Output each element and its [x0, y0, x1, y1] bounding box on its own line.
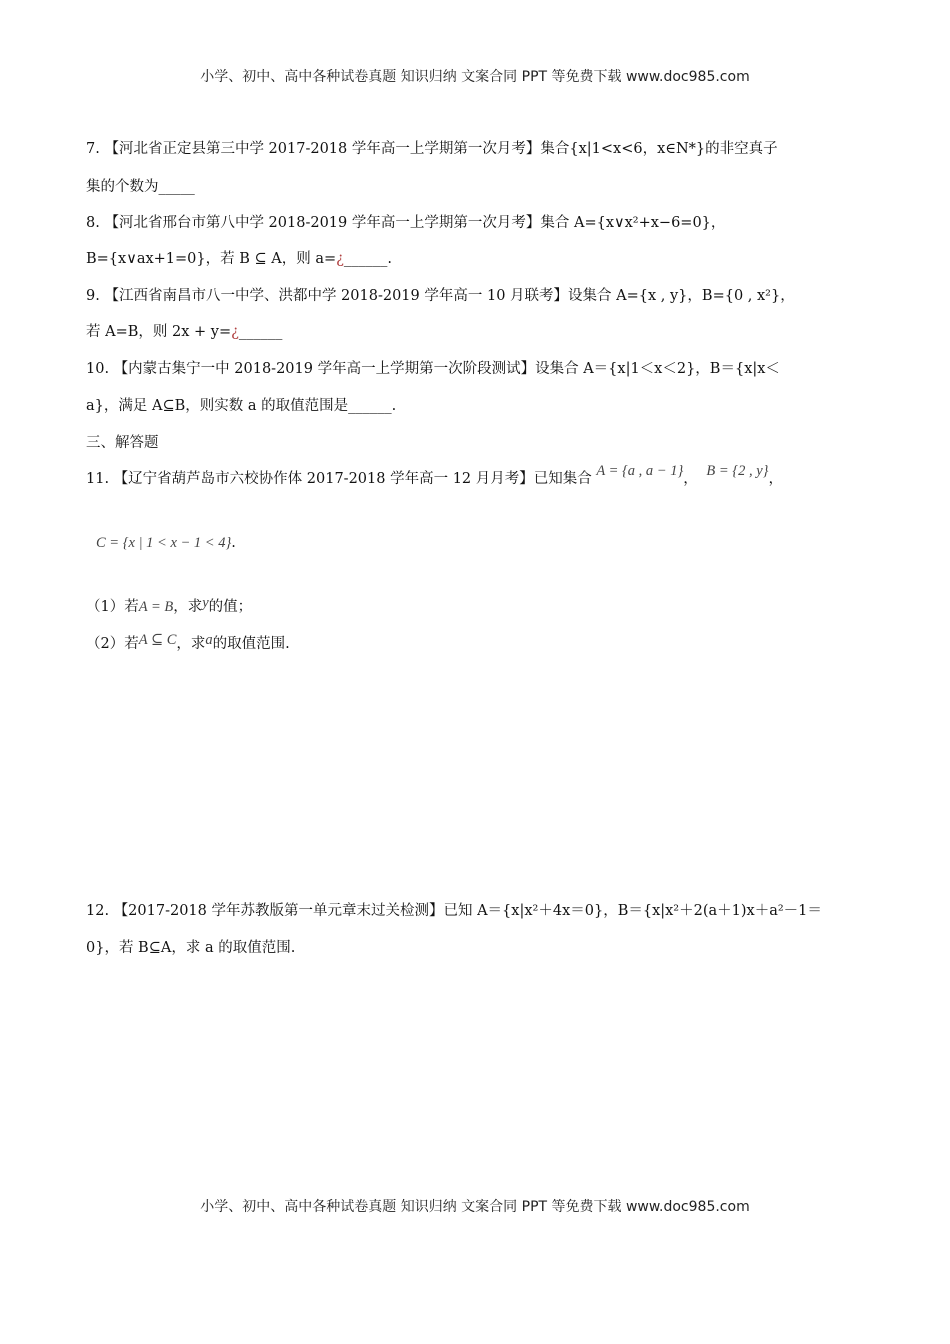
q11-set-a: A = {a , a − 1}: [596, 463, 684, 479]
q11-sep2: ，: [768, 471, 783, 487]
q8-line1: 8. 【河北省邢台市第八中学 2018-2019 学年高一上学期第一次月考】集合 A={x∨x²+x−6=0}，: [86, 215, 726, 231]
q11-intro: 11. 【辽宁省葫芦岛市六校协作体 2017-2018 学年高一 12 月月考】已知集合: [86, 471, 592, 487]
q12-line1: 12. 【2017-2018 学年苏教版第一单元章末过关检测】已知 A＝{x|x²＋4x＝0}，B＝{x|x²＋2(a＋1)x＋a²－1＝: [86, 903, 822, 919]
page-header: 小学、初中、高中各种试卷真题 知识归纳 文案合同 PPT 等免费下载 www.doc985.com: [200, 69, 750, 85]
q11-sep1: ，: [683, 471, 698, 487]
q8-line2: [86, 248, 876, 270]
q11-part1: [86, 596, 876, 618]
page-footer: 小学、初中、高中各种试卷真题 知识归纳 文案合同 PPT 等免费下载 www.doc985.com: [200, 1199, 750, 1215]
q12-line2: 0}，若 B⊆A，求 a 的取值范围.: [86, 940, 296, 956]
q11-p1-math: A = B: [138, 599, 174, 615]
q8-blank: ______.: [343, 251, 393, 267]
q11-set-b: B = {2 , y}: [706, 463, 769, 479]
q9-line1: 9. 【江西省南昌市八一中学、洪都中学 2018-2019 学年高一 10 月联考】设集合 A={x , y}，B={0 , x²}，: [86, 288, 795, 304]
q11-p1-var: y: [202, 595, 209, 611]
q11-p1-b: ，求: [173, 599, 203, 615]
q11-p2-math: A ⊆ C: [138, 632, 177, 648]
q9-line2-text: 若 A=B，则 2x + y=: [86, 324, 232, 340]
section-title: 三、解答题: [86, 435, 159, 451]
q11-p1-c: 的值；: [208, 599, 253, 615]
q8-line2-text: B={x∨ax+1=0}，若 B ⊆ A，则 a=: [86, 251, 337, 267]
q10-line2: a}，满足 A⊆B，则实数 a 的取值范围是______.: [86, 398, 397, 414]
q11-line1: [86, 463, 876, 490]
q11-set-c: C = {x | 1 < x − 1 < 4}: [96, 535, 232, 551]
q11-p2-var: a: [205, 632, 213, 648]
q7-line2: 集的个数为_____: [86, 179, 195, 195]
q11-p2-a: （2）若: [86, 636, 139, 652]
q11-line2: [96, 532, 886, 554]
q8-glyph: ¿: [336, 251, 344, 267]
q7-line1: 7. 【河北省正定县第三中学 2017-2018 学年高一上学期第一次月考】集合{x|1<x<6，x∈N*}的非空真子: [86, 141, 778, 157]
q9-blank: ______: [238, 324, 283, 340]
q10-line1: 10. 【内蒙古集宁一中 2018-2019 学年高一上学期第一次阶段测试】设集合 A＝{x|1＜x＜2}，B＝{x|x＜: [86, 361, 780, 377]
q9-line2: [86, 321, 876, 343]
q11-p2-b: ，求: [176, 636, 206, 652]
q11-end: .: [231, 535, 236, 551]
q9-glyph: ¿: [231, 324, 239, 340]
q11-p1-a: （1）若: [86, 599, 139, 615]
q11-part2: [86, 633, 876, 655]
q11-p2-c: 的取值范围.: [212, 636, 290, 652]
